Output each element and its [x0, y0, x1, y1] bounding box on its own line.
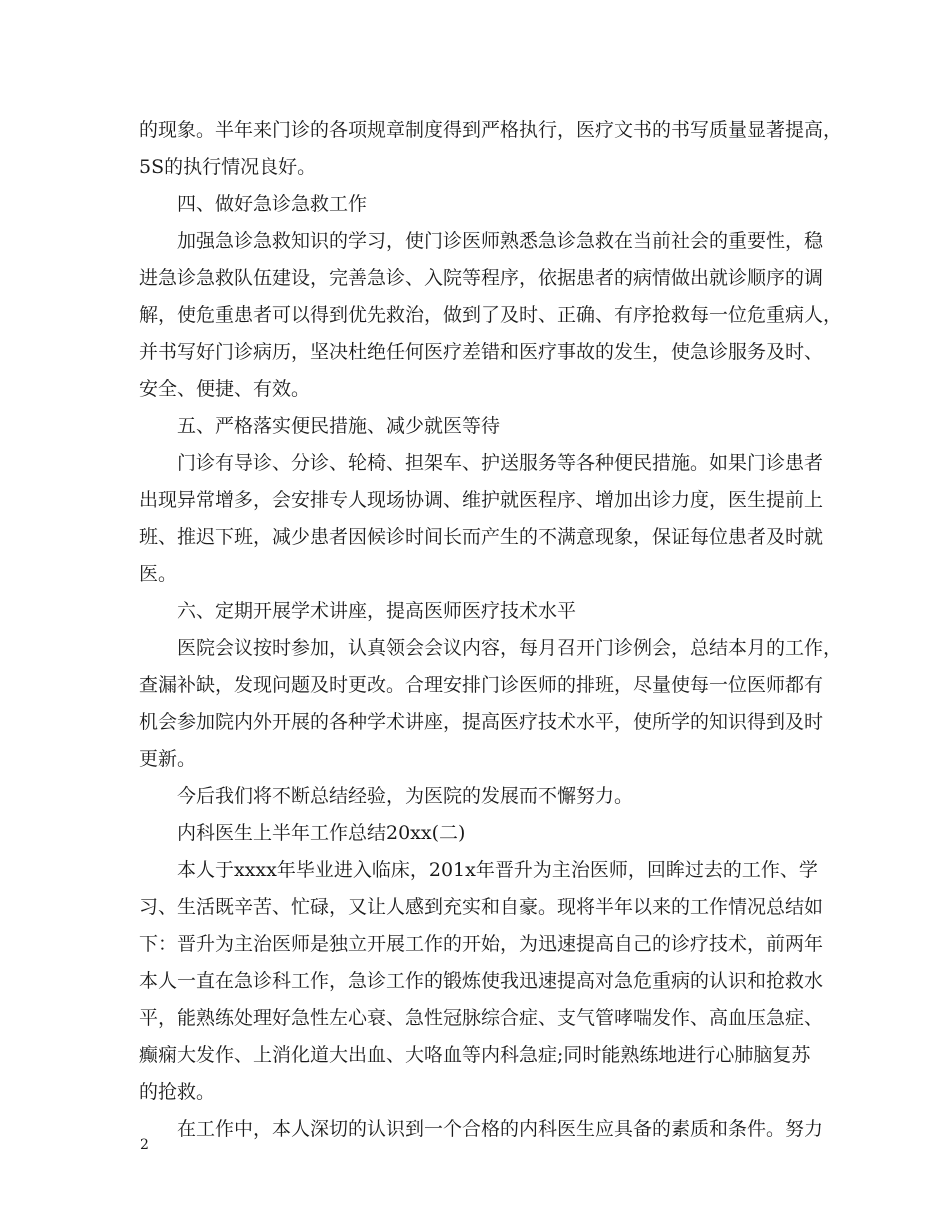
text-line: 解，使危重患者可以得到优先救治，做到了及时、正确、有序抢救每一位危重病人， — [139, 304, 843, 326]
text-line: 进急诊急救队伍建设，完善急诊、入院等程序，依据患者的病情做出就诊顺序的调 — [139, 267, 824, 289]
text-line: 癫痫大发作、上消化道大出血、大咯血等内科急症;同时能熟练地进行心肺脑复苏 — [139, 1044, 811, 1066]
text-line: 本人一直在急诊科工作，急诊工作的锻炼使我迅速提高对急危重病的认识和抢救水 — [139, 970, 824, 992]
text-line: 本人于xxxx年毕业进入临床，201x年晋升为主治医师，回眸过去的工作、学 — [177, 859, 818, 881]
text-line: 平，能熟练处理好急性左心衰、急性冠脉综合症、支气管哮喘发作、高血压急症、 — [139, 1007, 824, 1029]
section-heading: 五、严格落实便民措施、减少就医等待 — [177, 415, 501, 437]
text-line: 门诊有导诊、分诊、轮椅、担架车、护送服务等各种便民措施。如果门诊患者 — [177, 452, 824, 474]
text-line: 今后我们将不断总结经验，为医院的发展而不懈努力。 — [177, 785, 634, 807]
text-line: 机会参加院内外开展的各种学术讲座，提高医疗技术水平，使所学的知识得到及时 — [139, 711, 824, 733]
document-body — [139, 112, 843, 1148]
section-heading: 六、定期开展学术讲座，提高医师医疗技术水平 — [177, 600, 577, 622]
page-number: 2 — [140, 1137, 149, 1153]
text-line: 医院会议按时参加，认真领会会议内容，每月召开门诊例会，总结本月的工作， — [177, 637, 843, 659]
text-line: 习、生活既辛苦、忙碌，又让人感到充实和自豪。现将半年以来的工作情况总结如 — [139, 896, 824, 918]
text-line: 出现异常增多，会安排专人现场协调、维护就医程序、增加出诊力度，医生提前上 — [139, 489, 824, 511]
text-line: 更新。 — [139, 748, 197, 770]
text-line: 在工作中，本人深切的认识到一个合格的内科医生应具备的素质和条件。努力 — [177, 1118, 824, 1140]
text-line: 5S的执行情况良好。 — [139, 156, 317, 178]
text-line: 医。 — [139, 563, 178, 585]
text-line: 的抢救。 — [139, 1081, 216, 1103]
text-line: 班、推迟下班，减少患者因候诊时间长而产生的不满意现象，保证每位患者及时就 — [139, 526, 824, 548]
text-line: 的现象。半年来门诊的各项规章制度得到严格执行，医疗文书的书写质量显著提高， — [139, 119, 843, 141]
text-line: 加强急诊急救知识的学习，使门诊医师熟悉急诊急救在当前社会的重要性，稳 — [177, 230, 824, 252]
text-line: 下：晋升为主治医师是独立开展工作的开始，为迅速提高自己的诊疗技术，前两年 — [139, 933, 824, 955]
text-line: 安全、便捷、有效。 — [139, 378, 311, 400]
document-title: 内科医生上半年工作总结20xx(二) — [177, 822, 466, 844]
text-line: 查漏补缺，发现问题及时更改。合理安排门诊医师的排班，尽量使每一位医师都有 — [139, 674, 824, 696]
section-heading: 四、做好急诊急救工作 — [177, 193, 368, 215]
text-line: 并书写好门诊病历，坚决杜绝任何医疗差错和医疗事故的发生，使急诊服务及时、 — [139, 341, 824, 363]
